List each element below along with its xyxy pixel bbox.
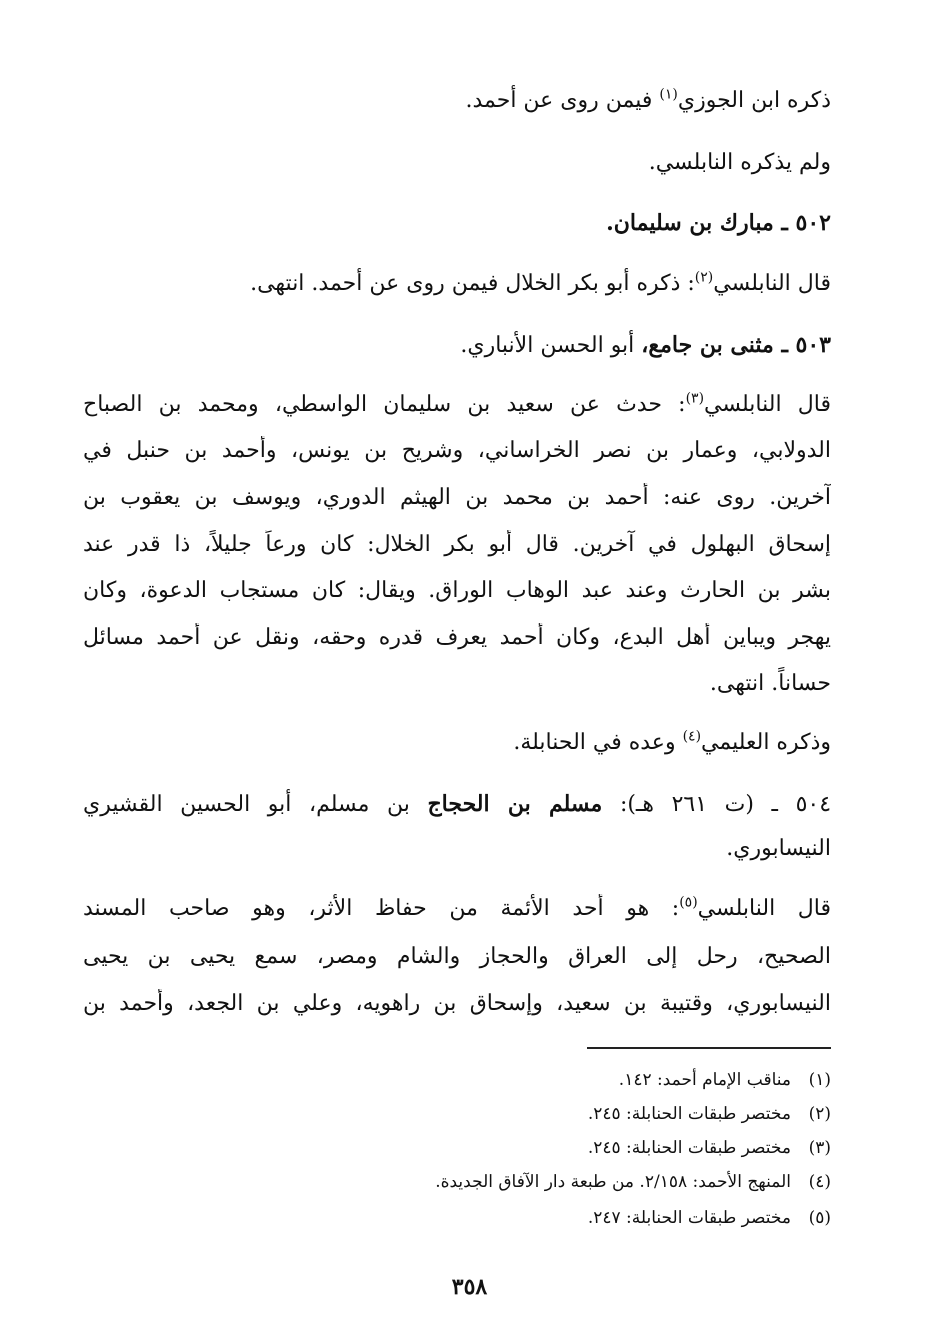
para-503-line-7: حساناً. انتهى.: [709, 671, 831, 696]
text-line-alulaimi: وذكره العليمي$^{(٤)}$ وعده في الحنابلة.: [513, 728, 831, 755]
footnote-divider: [587, 1047, 831, 1049]
para-503-line-5: بشر بن الحارث وعند عبد الوهاب الوراق. ويقال: كان مستجاب الدعوة، وكان: [83, 578, 831, 603]
footnote-ref-2[interactable]: (٢): [694, 269, 714, 286]
footnote-3: (٣)مختصر طبقات الحنابلة: ٢٤٥.: [587, 1138, 831, 1158]
footnote-ref-5[interactable]: (٥): [679, 894, 698, 911]
text-line-ibn-jawzi: ذكره ابن الجوزي$^{(١)}$ فيمن روى عن أحمد.: [465, 86, 831, 113]
footnote-5: (٥)مختصر طبقات الحنابلة: ٢٤٧.: [587, 1208, 831, 1228]
entry-504-line-2: النيسابوري.: [726, 836, 831, 861]
para-503-line-3: آخرين. روى عنه: أحمد بن محمد بن الهيثم الدوري، ويوسف بن يعقوب بن: [83, 485, 831, 510]
page-number: ٣٥٨: [451, 1274, 488, 1300]
para-503-line-2: الدولابي، وعمار بن نصر الخراساني، وشريح بن يونس، وأحمد بن حنبل في: [83, 438, 831, 463]
entry-heading-502: ٥٠٢ ـ مبارك بن سليمان.: [606, 210, 831, 236]
para-503-line-4: إسحاق البهلول في آخرين. قال أبو بكر الخلال: كان ورعاً جليلاً، ذا قدر عند: [83, 532, 831, 557]
footnote-ref-3[interactable]: (٣): [685, 390, 705, 407]
entry-heading-504: ٥٠٤ ـ (ت ٢٦١ هـ): مسلم بن الحجاج بن مسلم، أبو الحسين القشيري: [83, 791, 831, 817]
footnote-1: (١)مناقب الإمام أحمد: ١٤٢.: [618, 1070, 831, 1090]
footnote-ref-4[interactable]: (٤): [682, 728, 702, 745]
para-504-line-3: النيسابوري، وقتيبة بن سعيد، وإسحاق بن راهويه، وعلي بن الجعد، وأحمد بن: [83, 991, 831, 1016]
para-504-line-2: الصحيح، رحل إلى العراق والحجاز والشام ومصر، سمع يحيى بن يحيى: [83, 944, 831, 969]
text-line-nabulsi-502: قال النابلسي$^{(٢)}$: ذكره أبو بكر الخلال فيمن روى عن أحمد. انتهى.: [250, 269, 831, 296]
footnote-ref-1[interactable]: (١): [659, 86, 678, 103]
para-504-line-1: قال النابلسي$^{(٥)}$: هو أحد الأئمة من حفاظ الأثر، وهو صاحب المسند: [83, 894, 831, 921]
footnote-2: (٢)مختصر طبقات الحنابلة: ٢٤٥.: [587, 1104, 831, 1124]
para-503-line-6: يهجر ويباين أهل البدع، وكان أحمد يعرف قدره وحقه، ونقل عن أحمد مسائل: [83, 625, 831, 650]
para-503-line-1: قال النابلسي$^{(٣)}$: حدث عن سعيد بن سليمان الواسطي، ومحمد بن الصباح: [83, 390, 831, 417]
entry-heading-503: ٥٠٣ ـ مثنى بن جامع، أبو الحسن الأنباري.: [460, 332, 831, 358]
footnote-4: (٤)المنهج الأحمد: ٢/١٥٨. من طبعة دار الآفاق الجديدة.: [435, 1172, 831, 1192]
text-line-not-mentioned: ولم يذكره النابلسي.: [648, 150, 831, 175]
